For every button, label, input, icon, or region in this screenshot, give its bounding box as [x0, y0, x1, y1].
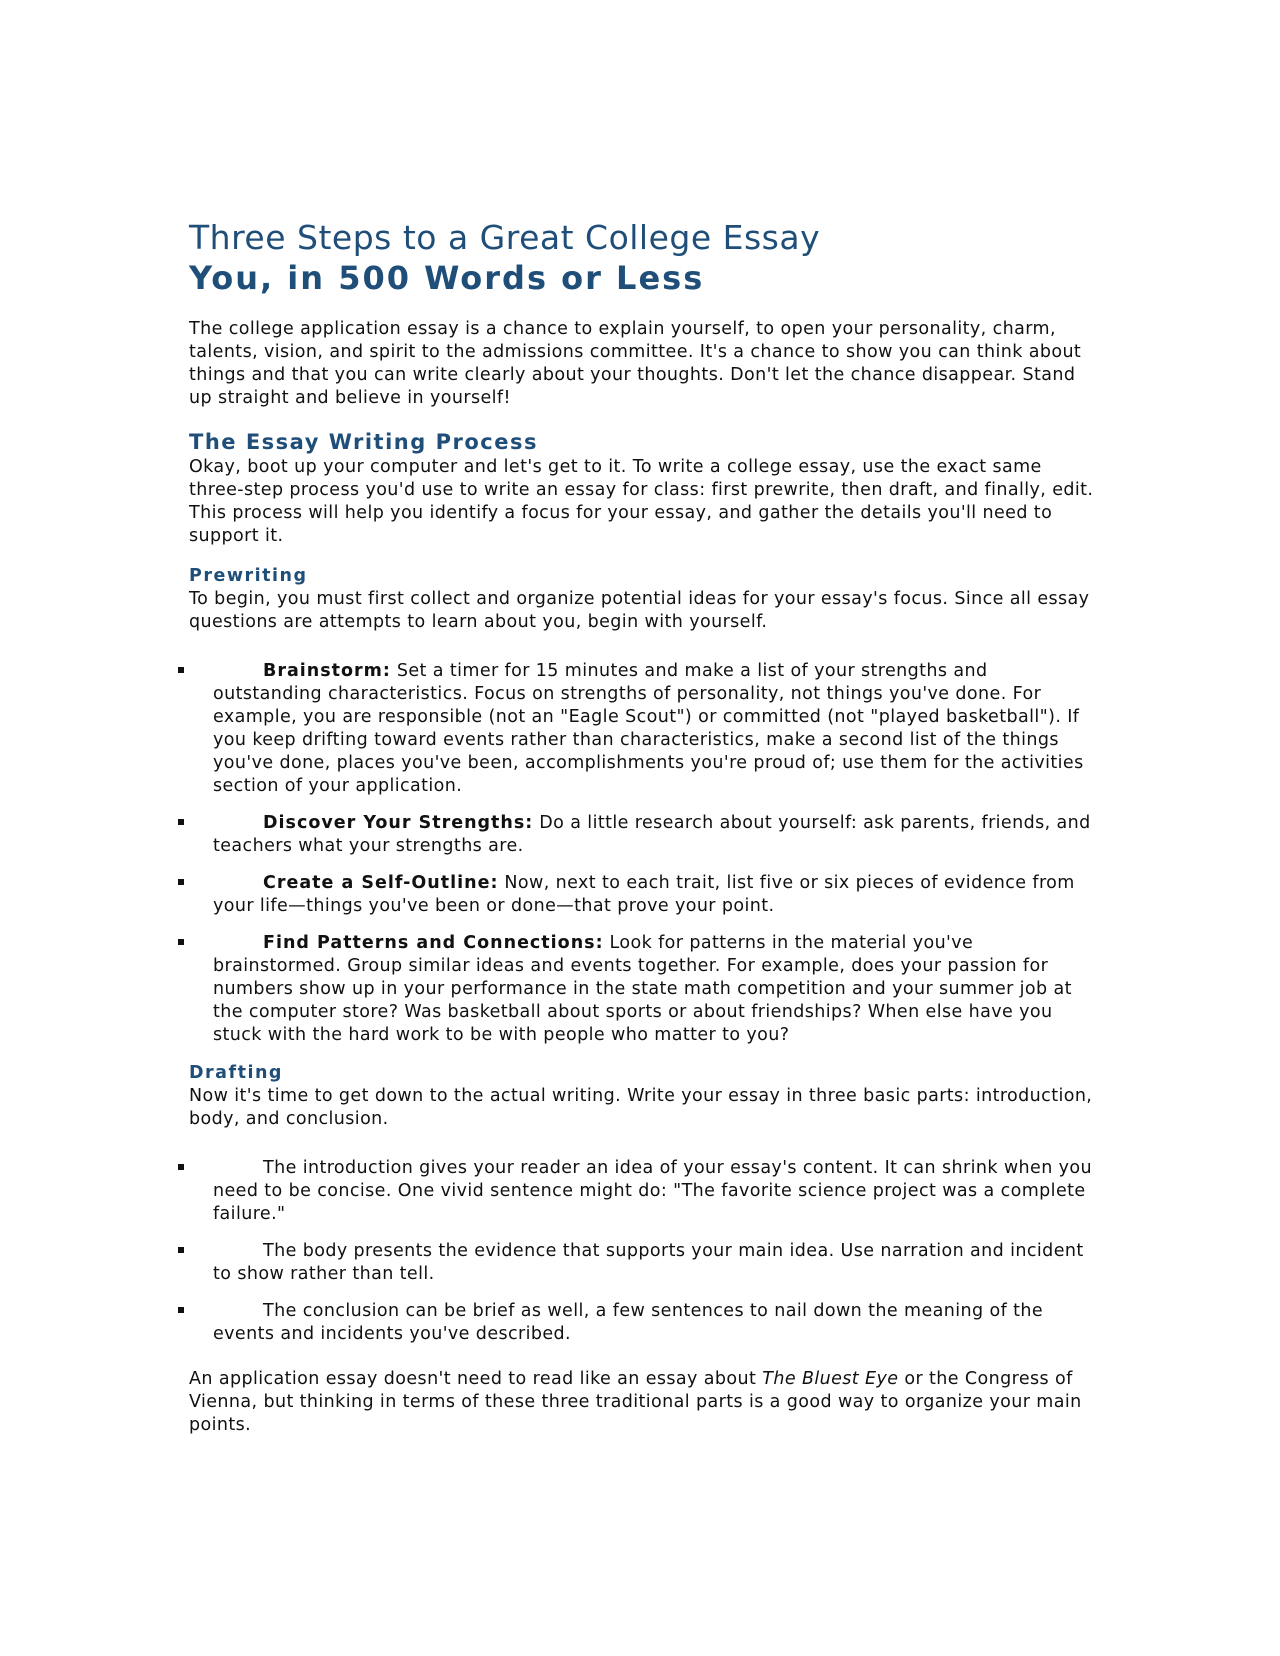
square-bullet-icon: [178, 819, 184, 825]
item-text: Do a little research about yourself: ask parents, friends, and teachers what your strengths are.: [213, 813, 1091, 856]
closing-text-after: or the Congress of Vienna, but thinking in terms of these three traditional parts is a good way to organize your main points.: [189, 1369, 1082, 1435]
closing-text-before: An application essay doesn't need to read like an essay about: [189, 1369, 763, 1389]
drafting-paragraph: Now it's time to get down to the actual writing. Write your essay in three basic parts: introduction, body, and conclusion.: [189, 1086, 1093, 1129]
list-item: [189, 1157, 1099, 1226]
item-text: Now, next to each trait, list five or six pieces of evidence from your life—things you've been or done—that prove your point.: [213, 873, 1075, 916]
square-bullet-icon: [178, 1164, 184, 1170]
drafting-list: [189, 1157, 1099, 1346]
document-page: [189, 218, 1099, 1437]
square-bullet-icon: [178, 1247, 184, 1253]
square-bullet-icon: [178, 939, 184, 945]
list-item: [189, 872, 1099, 918]
prewriting-heading: Prewriting: [189, 566, 308, 586]
drafting-heading: Drafting: [189, 1063, 283, 1083]
item-lead: Discover Your Strengths:: [263, 813, 534, 833]
item-text: The introduction gives your reader an idea of your essay's content. It can shrink when you need to be concise. One vivid sentence might do: "The favorite science project was a complete failure.": [213, 1158, 1093, 1224]
square-bullet-icon: [178, 667, 184, 673]
square-bullet-icon: [178, 1307, 184, 1313]
process-heading: The Essay Writing Process: [189, 430, 538, 454]
page-subtitle: You, in 500 Words or Less: [189, 259, 705, 297]
item-text: The body presents the evidence that supports your main idea. Use narration and incident to show rather than tell.: [213, 1241, 1084, 1284]
item-text: Set a timer for 15 minutes and make a list of your strengths and outstanding characteristics. Focus on strengths of personality, not things you've done. For example, you are responsible (not an "Eagle Scout") or committed (not "played basketball"). If you keep drifting toward events rather than characteristics, make a second list of the things you've done, places you've been, accomplishments you're proud of; use them for the activities section of your application.: [213, 661, 1084, 796]
page-title: Three Steps to a Great College Essay: [189, 218, 821, 257]
book-title: The Bluest Eye: [762, 1369, 899, 1389]
list-item: [189, 1240, 1099, 1286]
item-lead: Find Patterns and Connections:: [263, 933, 604, 953]
list-item: [189, 660, 1099, 798]
process-paragraph: Okay, boot up your computer and let's get to it. To write a college essay, use the exact same three-step process you'd use to write an essay for class: first prewrite, then draft, and finally, edit. This process will help you identify a focus for your essay, and gather the details you'll need to support it.: [189, 457, 1094, 546]
item-text: Look for patterns in the material you've brainstormed. Group similar ideas and events together. For example, does your passion for numbers show up in your performance in the state math competition and your summer job at the computer store? Was basketball about sports or about friendships? When else have you stuck with the hard work to be with people who matter to you?: [213, 933, 1072, 1045]
item-lead: Brainstorm:: [263, 661, 391, 681]
list-item: [189, 1300, 1099, 1346]
square-bullet-icon: [178, 879, 184, 885]
list-item: [189, 932, 1099, 1047]
item-text: The conclusion can be brief as well, a few sentences to nail down the meaning of the events and incidents you've described.: [213, 1301, 1044, 1344]
list-item: [189, 812, 1099, 858]
closing-paragraph: [189, 1368, 1099, 1437]
intro-paragraph: The college application essay is a chance to explain yourself, to open your personality, charm, talents, vision, and spirit to the admissions committee. It's a chance to show you can think about things and that you can write clearly about your thoughts. Don't let the chance disappear. Stand up straight and believe in yourself!: [189, 319, 1082, 408]
prewriting-paragraph: To begin, you must first collect and organize potential ideas for your essay's focus. Since all essay questions are attempts to learn about you, begin with yourself.: [189, 589, 1090, 632]
item-lead: Create a Self-Outline:: [263, 873, 499, 893]
prewriting-list: [189, 660, 1099, 1047]
